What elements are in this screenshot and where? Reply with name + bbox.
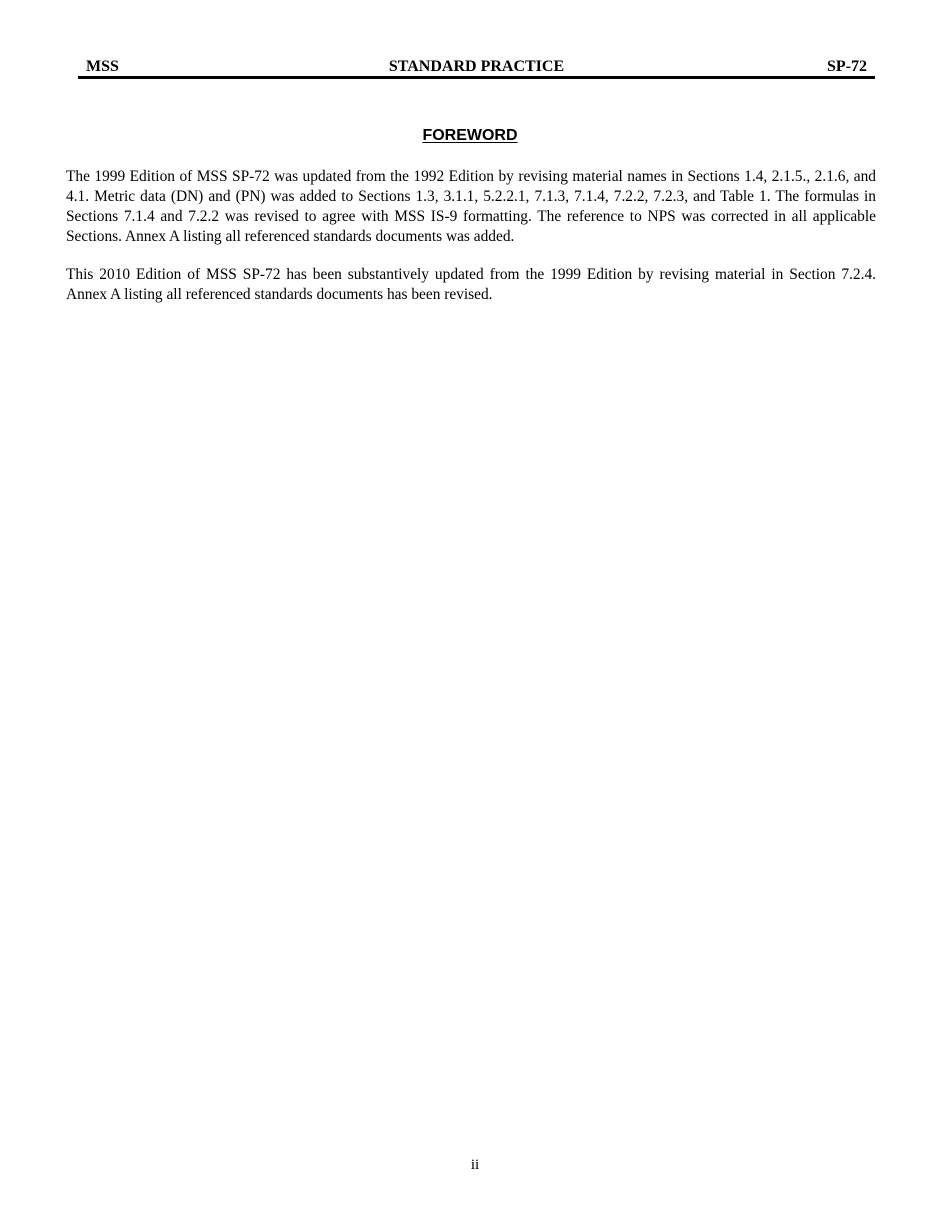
header-document-number: SP-72 <box>827 58 867 75</box>
header-document-type: STANDARD PRACTICE <box>388 58 565 75</box>
foreword-paragraph-1: The 1999 Edition of MSS SP-72 was updated from the 1992 Edition by revising material names in Sections 1.4, 2.1.5., 2.1.6, and 4.1. Metric data (DN) and (PN) was added to Sections 1.3, 3.1.1, 5.2.2.1, 7.1.3, 7.1.4, 7.2.2, 7.2.3, and Table 1. The formulas in Sections 7.1.4 and 7.2.2 was revised to agree with MSS IS-9 formatting. The reference to NPS was corrected in all applicable Sections. Annex A listing all referenced standards documents was added. <box>66 168 876 245</box>
foreword-paragraph-2: This 2010 Edition of MSS SP-72 has been substantively updated from the 1999 Edition by revising material in Section 7.2.4. Annex A listing all referenced standards documents has been revised. <box>66 266 876 303</box>
page-title: FOREWORD <box>422 127 518 144</box>
running-header <box>78 56 875 77</box>
page-number: ii <box>470 1157 480 1173</box>
header-rule <box>78 76 875 79</box>
header-organization: MSS <box>86 58 119 75</box>
